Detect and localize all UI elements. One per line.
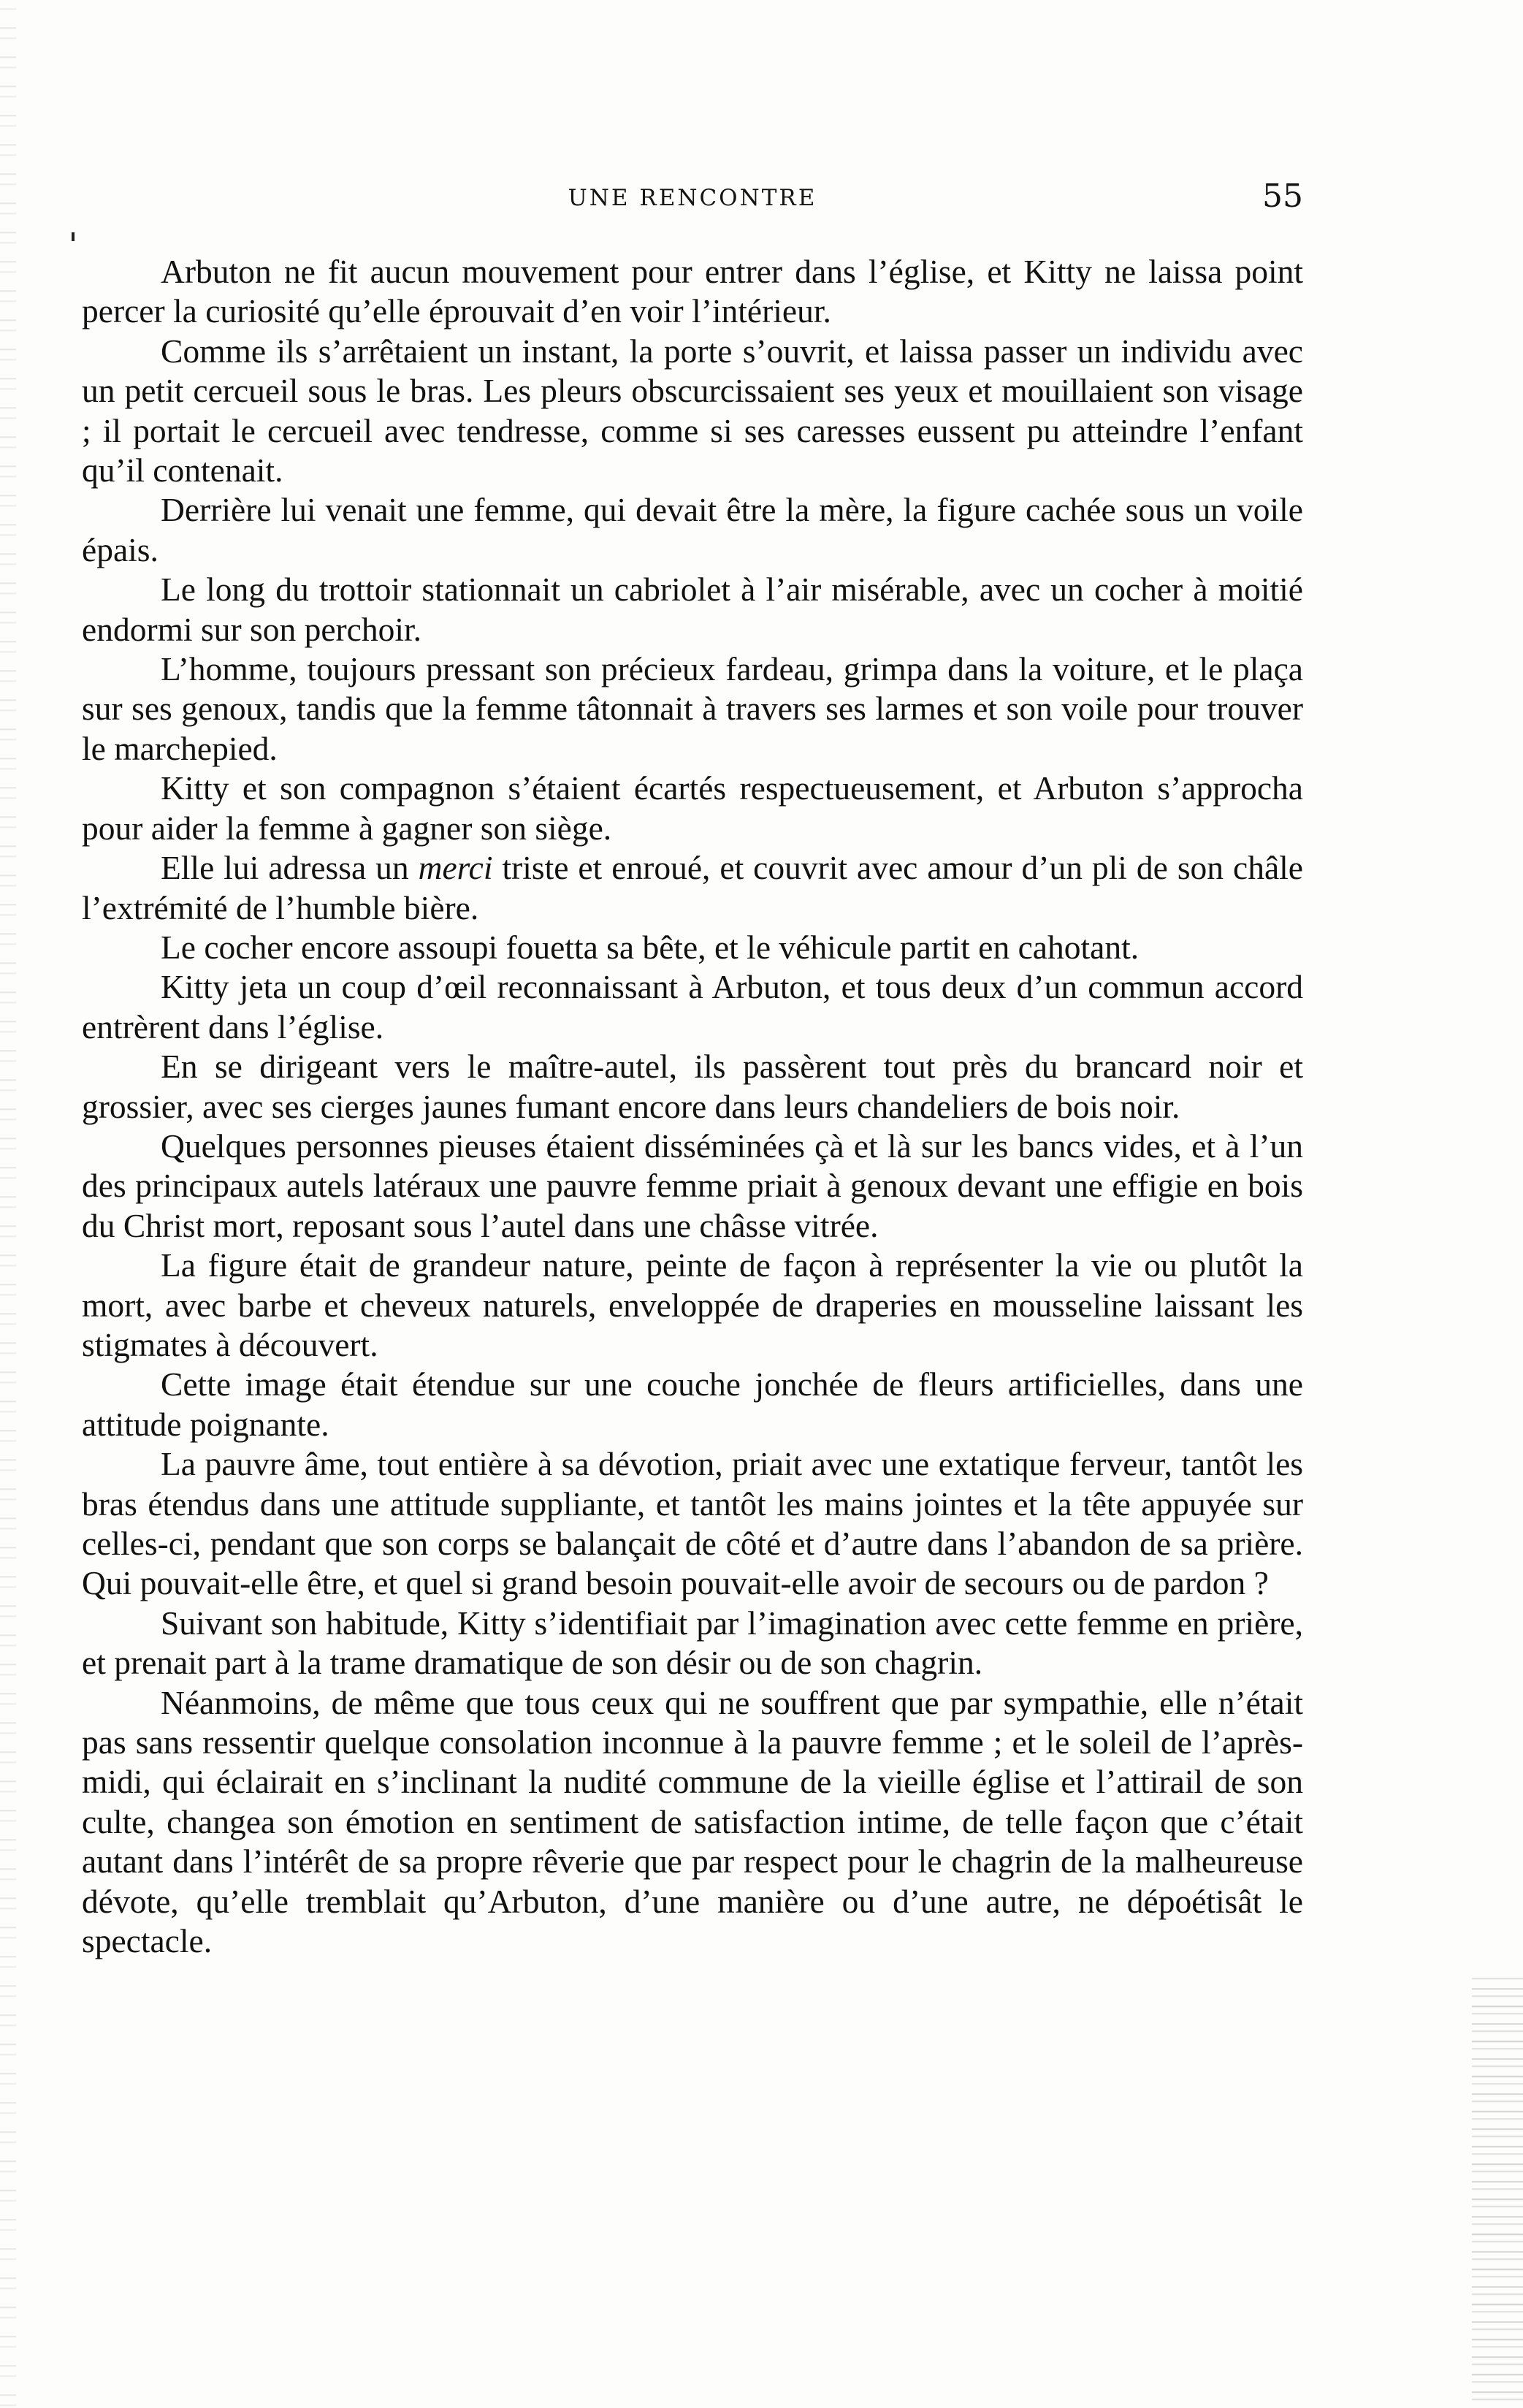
italic-word: merci	[418, 849, 493, 887]
paragraph: Suivant son habitude, Kitty s’identifiait par l’imagination avec cette femme en prière, et prenait part à la trame dramatique de son désir ou de son chagrin.	[82, 1604, 1303, 1682]
paragraph: En se dirigeant vers le maître-autel, ils passèrent tout près du brancard noir et grossier, avec ses cierges jaunes fumant encore dans leurs chandeliers de bois noir.	[82, 1048, 1303, 1125]
paragraph: Cette image était étendue sur une couche jonchée de fleurs artificielles, dans une attitude poignante.	[82, 1365, 1303, 1443]
paragraph: Arbuton ne fit aucun mouvement pour entrer dans l’église, et Kitty ne laissa point percer la curiosité qu’elle éprouvait d’en voir l’intérieur.	[82, 253, 1303, 330]
paragraph: La pauvre âme, tout entière à sa dévotion, priait avec une extatique ferveur, tantôt les bras étendus dans une attitude suppliante, et tantôt les mains jointes et la tête appuyée sur celles-ci, pendant que son corps se balançait de côté et d’autre dans l’abandon de sa prière. Qui pouvait-elle être, et quel si grand besoin pouvait-elle avoir de secours ou de pardon ?	[82, 1445, 1303, 1602]
paragraph-text: Elle lui adressa un	[161, 849, 419, 887]
scan-edge-left	[0, 0, 16, 2408]
paragraph-text: triste et enroué, et couvrit avec amour d’un pli de son châle l’extrémité de l’humble bière.	[82, 849, 1303, 926]
page-header	[82, 178, 1303, 221]
body-text	[82, 252, 1303, 1961]
running-title: UNE RENCONTRE	[568, 185, 817, 211]
paragraph: Le long du trottoir stationnait un cabriolet à l’air misérable, avec un cocher à moitié endormi sur son perchoir.	[82, 571, 1303, 648]
paragraph: Néanmoins, de même que tous ceux qui ne souffrent que par sympathie, elle n’était pas sans ressentir quelque consolation inconnue à la pauvre femme ; et le soleil de l’après-midi, qui éclairait en s’inclinant la nudité commune de la vieille église et l’attirail de son culte, changea son émotion en sentiment de satisfaction intime, de telle façon que c’était autant dans l’intérêt de sa propre rêverie que par respect pour le chagrin de la malheureuse dévote, qu’elle tremblait qu’Arbuton, d’une manière ou d’une autre, ne dépoétisât le spectacle.	[82, 1683, 1303, 1960]
paragraph: Quelques personnes pieuses étaient disséminées çà et là sur les bancs vides, et à l’un des principaux autels latéraux une pauvre femme priait à genoux devant une effigie en bois du Christ mort, reposant sous l’autel dans une châsse vitrée.	[82, 1127, 1303, 1244]
scan-edge-right	[1472, 1973, 1523, 2408]
paragraph: L’homme, toujours pressant son précieux fardeau, grimpa dans la voiture, et le plaça sur ses genoux, tandis que la femme tâtonnait à travers ses larmes et son voile pour trouver le marchepied.	[82, 650, 1303, 767]
paragraph	[82, 848, 1303, 928]
stray-ink-mark	[72, 232, 75, 241]
paragraph: Kitty jeta un coup d’œil reconnaissant à Arbuton, et tous deux d’un commun accord entrèrent dans l’église.	[82, 968, 1303, 1045]
page-number: 55	[1262, 178, 1303, 215]
paragraph: Kitty et son compagnon s’étaient écartés respectueusement, et Arbuton s’approcha pour aider la femme à gagner son siège.	[82, 769, 1303, 847]
paragraph: Le cocher encore assoupi fouetta sa bête, et le véhicule partit en cahotant.	[161, 928, 1140, 966]
paragraph: La figure était de grandeur nature, peinte de façon à représenter la vie ou plutôt la mort, avec barbe et cheveux naturels, enveloppée de draperies en mousseline laissant les stigmates à découvert.	[82, 1246, 1303, 1363]
paragraph: Comme ils s’arrêtaient un instant, la porte s’ouvrit, et laissa passer un individu avec un petit cercueil sous le bras. Les pleurs obscurcissaient ses yeux et mouillaient son visage ; il portait le cercueil avec tendresse, comme si ses caresses eussent pu atteindre l’enfant qu’il contenait.	[82, 332, 1303, 489]
paragraph: Derrière lui venait une femme, qui devait être la mère, la figure cachée sous un voile épais.	[82, 491, 1303, 568]
